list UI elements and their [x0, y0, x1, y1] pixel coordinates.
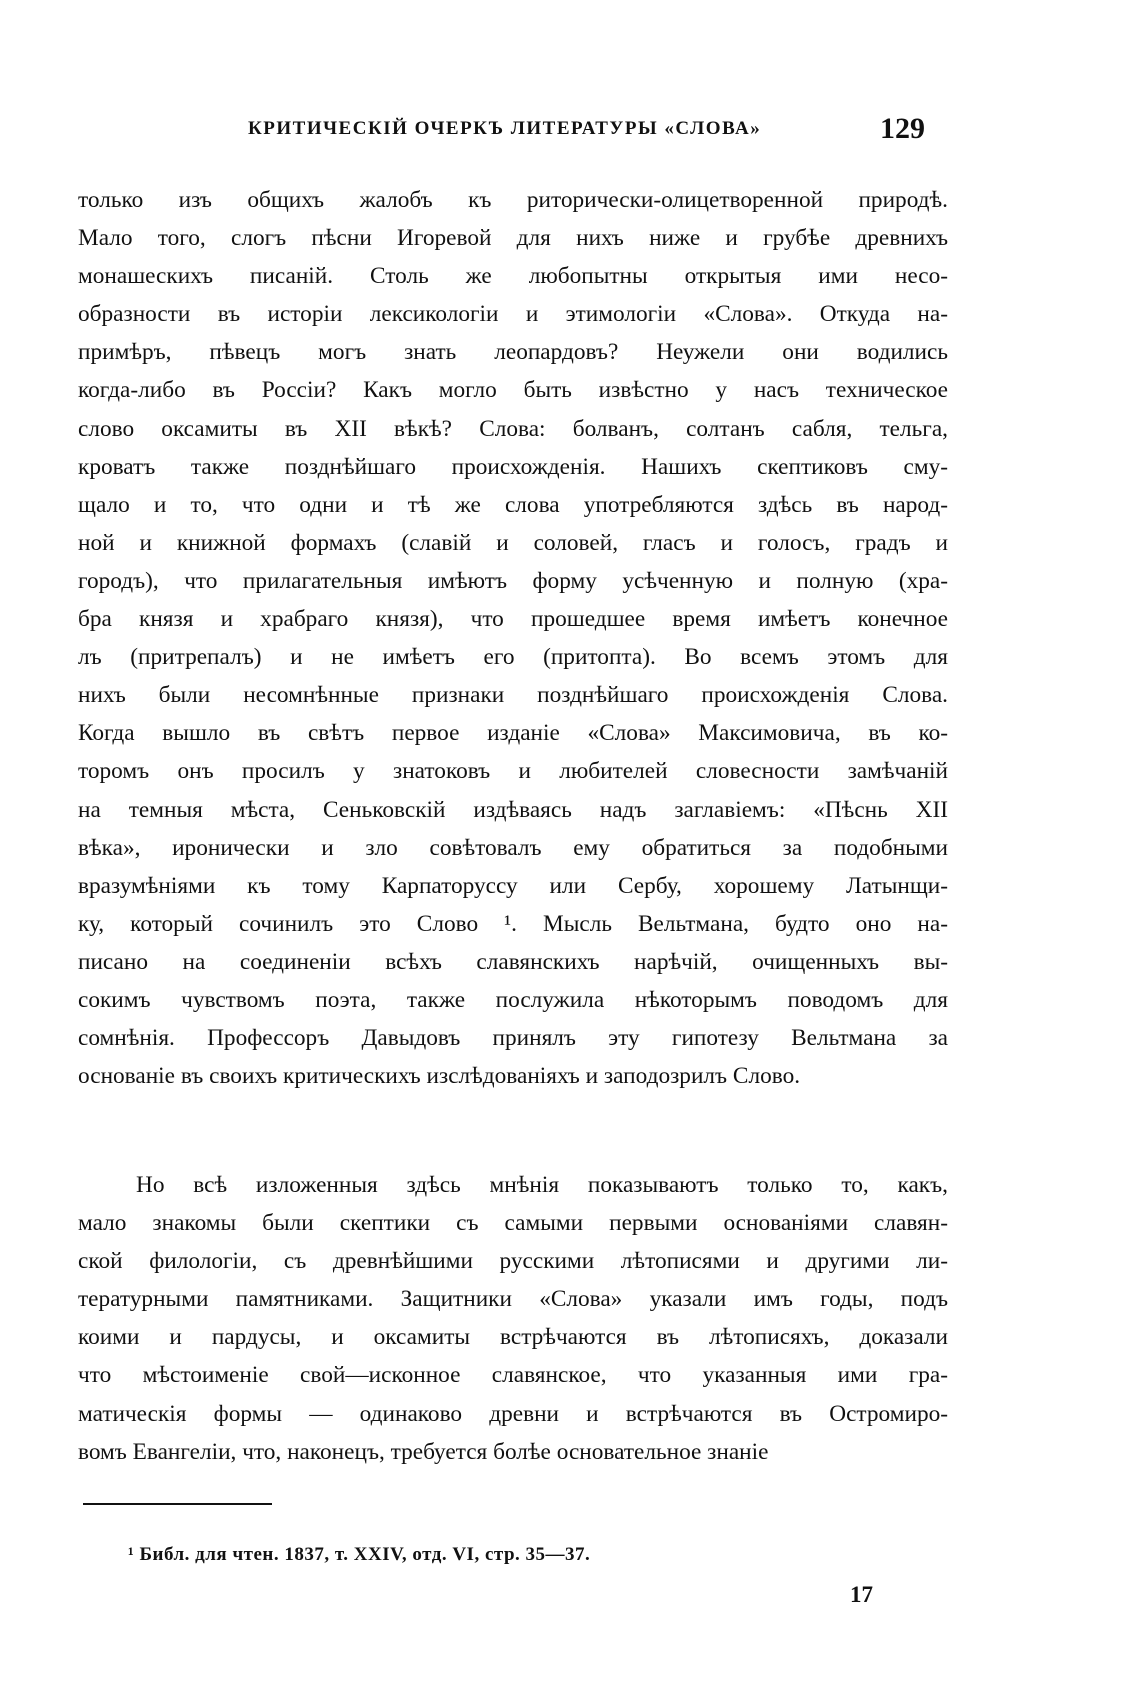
- text-line: сомнѣнія. Профессоръ Давыдовъ принялъ эту гипотезу Вельтмана за: [78, 1025, 948, 1052]
- text-line: городъ), что прилагательныя имѣютъ форму усѣченную и полную (хра-: [78, 567, 948, 594]
- text-line: что мѣстоименіе свой—исконное славянское, что указанныя ими гра-: [78, 1362, 948, 1389]
- text-line: тературными памятниками. Защитники «Слова» указали имъ годы, подъ: [78, 1286, 948, 1313]
- text-line: монашескихъ писаній. Столь же любопытны открытыя ими несо-: [78, 263, 948, 290]
- text-line: нихъ были несомнѣнные признаки позднѣйшаго происхожденія Слова.: [78, 682, 948, 709]
- text-line: ку, который сочинилъ это Слово ¹. Мысль Вельтмана, будто оно на-: [78, 910, 948, 937]
- text-line: лъ (притрепалъ) и не имѣетъ его (притопта). Во всемъ этомъ для: [78, 644, 948, 671]
- text-line: основаніе въ своихъ критическихъ изслѣдованіяхъ и заподозрилъ Слово.: [78, 1063, 801, 1090]
- signature-mark: 17: [850, 1582, 873, 1607]
- text-line: вомъ Евангеліи, что, наконецъ, требуется болѣе основательное знаніе: [78, 1438, 769, 1465]
- text-line: сокимъ чувствомъ поэта, также послужила нѣкоторымъ поводомъ для: [78, 986, 948, 1013]
- running-head: КРИТИЧЕСКІЙ ОЧЕРКЪ ЛИТЕРАТУРЫ «СЛОВА»: [248, 118, 762, 139]
- footnote-marker: ¹: [128, 1544, 135, 1565]
- text-line: Когда вышло въ свѣтъ первое изданіе «Слова» Максимовича, въ ко-: [78, 720, 948, 747]
- text-line: на темныя мѣста, Сеньковскій издѣваясь надъ заглавіемъ: «Пѣснь XII: [78, 796, 948, 823]
- text-line: матическія формы — одинаково древни и встрѣчаются въ Остромиро-: [78, 1400, 948, 1427]
- text-line: бра князя и храбраго князя), что прошедшее время имѣетъ конечное: [78, 606, 948, 633]
- text-line: вразумѣніями къ тому Карпаторуссу или Сербу, хорошему Латынщи-: [78, 872, 948, 899]
- paragraph-2: [78, 1166, 948, 1471]
- text-line: коими и пардусы, и оксамиты встрѣчаются въ лѣтописяхъ, доказали: [78, 1324, 948, 1351]
- text-line: только изъ общихъ жалобъ къ риторически-олицетворенной природѣ.: [78, 187, 948, 213]
- footnote-text: Библ. для чтен. 1837, т. XXIV, отд. VI, стр. 35—37.: [139, 1544, 591, 1565]
- text-line: Мало того, слогъ пѣсни Игоревой для нихъ ниже и грубѣе древнихъ: [78, 225, 948, 252]
- text-line: торомъ онъ просилъ у знатоковъ и любителей словесности замѣчаній: [78, 758, 948, 785]
- text-line: примѣръ, пѣвецъ могъ знать леопардовъ? Неужели они водились: [78, 339, 948, 366]
- text-line: Но всѣ изложенныя здѣсь мнѣнія показываютъ только то, какъ,: [136, 1172, 948, 1198]
- text-line: мало знакомы были скептики съ самыми первыми основаніями славян-: [78, 1210, 948, 1237]
- footnote-rule: [83, 1503, 272, 1505]
- text-line: щало и то, что одни и тѣ же слова употребляются здѣсь въ народ-: [78, 491, 948, 518]
- paragraph-1: [78, 181, 948, 1095]
- text-line: вѣка», иронически и зло совѣтовалъ ему обратиться за подобными: [78, 834, 948, 861]
- text-line: слово оксамиты въ XII вѣкѣ? Слова: болванъ, солтанъ сабля, тельга,: [78, 415, 948, 442]
- page-number: 129: [880, 112, 925, 145]
- text-line: ской филологіи, съ древнѣйшими русскими лѣтописями и другими ли-: [78, 1248, 948, 1275]
- text-line: когда-либо въ Россіи? Какъ могло быть извѣстно у насъ техническое: [78, 377, 948, 404]
- text-line: образности въ исторіи лексикологіи и этимологіи «Слова». Откуда на-: [78, 301, 948, 328]
- footnote: [128, 1544, 590, 1566]
- text-line: кроватъ также позднѣйшаго происхожденія. Нашихъ скептиковъ сму-: [78, 453, 948, 480]
- text-line: ной и книжной формахъ (славій и соловей, гласъ и голосъ, градъ и: [78, 529, 948, 556]
- text-line: писано на соединеніи всѣхъ славянскихъ нарѣчій, очищенныхъ вы-: [78, 948, 948, 975]
